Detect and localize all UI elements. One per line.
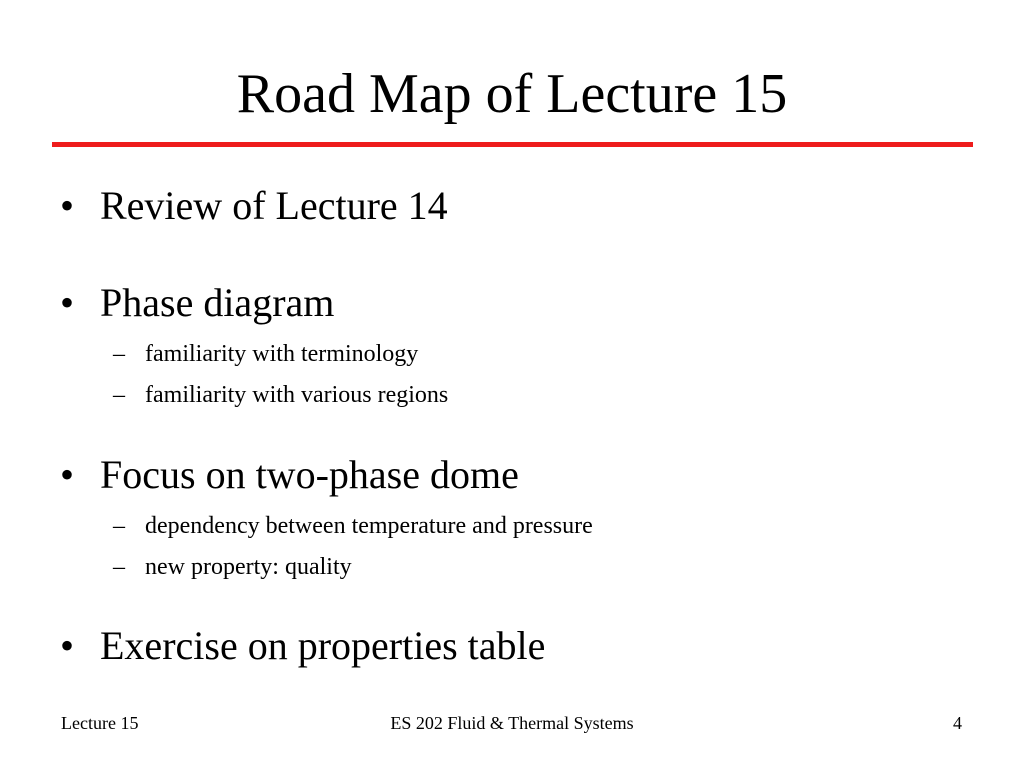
- sub-bullet-item: [113, 340, 418, 369]
- sub-bullet-marker: –: [113, 341, 125, 367]
- sub-bullet-item: [113, 512, 593, 541]
- sub-bullet-marker: –: [113, 554, 125, 580]
- footer-course-title: ES 202 Fluid & Thermal Systems: [390, 713, 634, 733]
- sub-bullet-text: dependency between temperature and pressure: [145, 513, 593, 539]
- bullet-item: [60, 623, 545, 669]
- sub-bullet-item: [113, 381, 448, 410]
- sub-bullet-marker: –: [113, 382, 125, 408]
- bullet-item: [60, 280, 334, 326]
- bullet-text: Focus on two-phase dome: [100, 452, 519, 497]
- footer-lecture-label: Lecture 15: [61, 713, 139, 733]
- bullet-item: [60, 183, 448, 229]
- sub-bullet-marker: –: [113, 513, 125, 539]
- bullet-marker: •: [60, 623, 75, 668]
- bullet-text: Review of Lecture 14: [100, 183, 448, 228]
- slide-number: 4: [953, 713, 962, 733]
- sub-bullet-text: familiarity with terminology: [145, 341, 419, 367]
- bullet-item: [60, 452, 519, 498]
- slide-title: Road Map of Lecture 15: [236, 63, 788, 125]
- sub-bullet-text: familiarity with various regions: [145, 382, 449, 408]
- bullet-text: Exercise on properties table: [100, 623, 546, 668]
- bullet-marker: •: [60, 280, 75, 325]
- sub-bullet-text: new property: quality: [145, 554, 352, 580]
- bullet-marker: •: [60, 452, 75, 497]
- sub-bullet-item: [113, 553, 352, 582]
- bullet-marker: •: [60, 183, 75, 228]
- bullet-text: Phase diagram: [100, 280, 335, 325]
